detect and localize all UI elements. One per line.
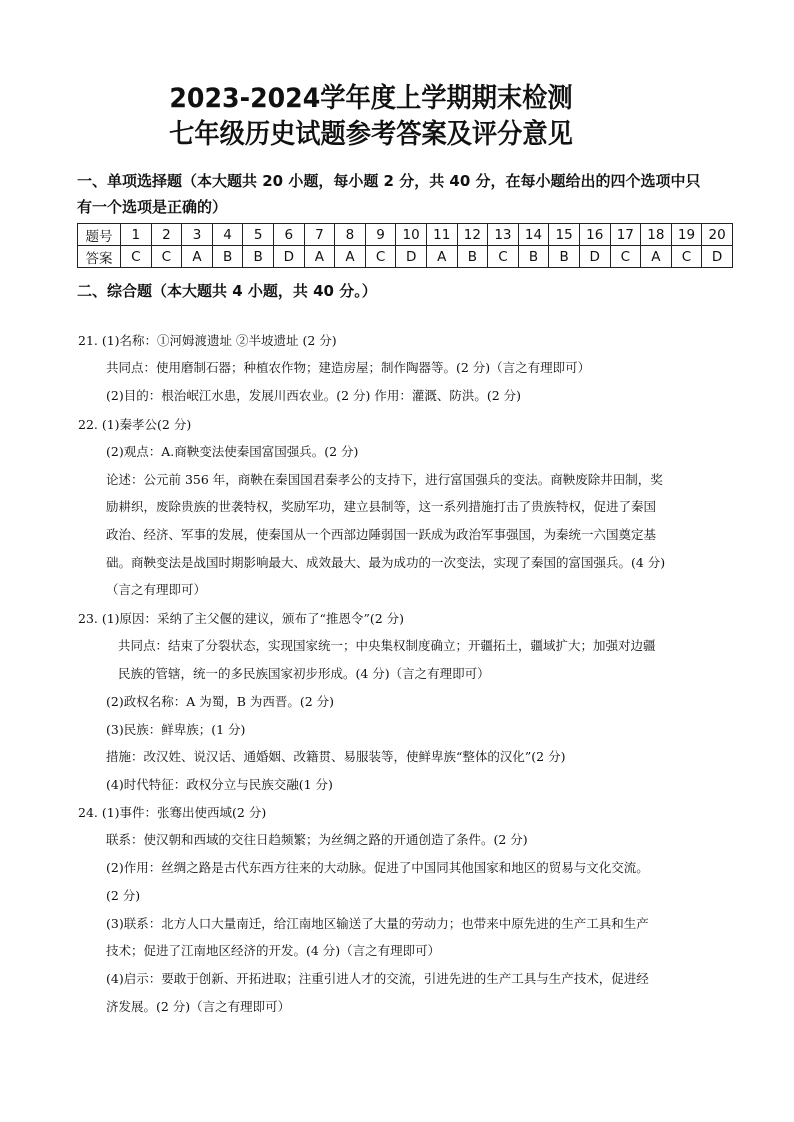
- question-number-cell: 6: [273, 224, 304, 246]
- answer-cell: C: [151, 246, 182, 268]
- number-row-label: 题号: [78, 224, 121, 246]
- q23-line-1: 23. (1)原因：采纳了主父偃的建议，颁布了“推恩令”(2 分): [78, 611, 405, 626]
- answer-cell: A: [304, 246, 335, 268]
- q22-line-5: 政治、经济、军事的发展，使秦国从一个西部边陲弱国一跃成为政治军事强国，为秦统一六国奠定基: [106, 527, 657, 542]
- q24-line-2: 联系：使汉朝和西域的交往日趋频繁；为丝绸之路的开通创造了条件。(2 分): [106, 832, 528, 847]
- q24-line-5: (3)联系：北方人口大量南迁，给江南地区输送了大量的劳动力；也带来中原先进的生产工具和生产: [106, 916, 649, 931]
- answer-cell: A: [335, 246, 366, 268]
- question-number-cell: 7: [304, 224, 335, 246]
- section1-heading-line1: 一、单项选择题（本大题共 20 小题，每小题 2 分，共 40 分，在每小题给出的四个选项中只: [77, 172, 701, 190]
- section1-heading-line2: 有一个选项是正确的）: [77, 198, 228, 216]
- q23-line-3: 民族的管辖，统一的多民族国家初步形成。(4 分)（言之有理即可）: [118, 666, 490, 681]
- question-number-cell: 15: [549, 224, 580, 246]
- q22-line-3: 论述：公元前 356 年，商鞅在秦国国君秦孝公的支持下，进行富国强兵的变法。商鞅废除井田制，奖: [106, 472, 663, 487]
- answer-table-answer-row: [78, 246, 733, 268]
- answer-table: [77, 223, 733, 268]
- answer-cell: A: [182, 246, 213, 268]
- section2-heading: 二、综合题（本大题共 4 小题，共 40 分。）: [77, 282, 377, 300]
- q24-line-6: 技术；促进了江南地区经济的开发。(4 分)（言之有理即可）: [106, 943, 441, 958]
- question-number-cell: 2: [151, 224, 182, 246]
- answer-cell: B: [243, 246, 274, 268]
- question-number-cell: 8: [335, 224, 366, 246]
- question-number-cell: 4: [212, 224, 243, 246]
- question-number-cell: 3: [182, 224, 213, 246]
- q21-line-1: 21. (1)名称：①河姆渡遗址 ②半坡遗址 (2 分): [78, 333, 337, 348]
- q22-line-4: 励耕织，废除贵族的世袭特权，奖励军功，建立县制等，这一系列措施打击了贵族特权，促进了秦国: [106, 499, 657, 514]
- page-title-line2: 七年级历史试题参考答案及评分意见: [169, 119, 573, 150]
- question-number-cell: 14: [518, 224, 549, 246]
- answer-cell: C: [610, 246, 641, 268]
- q22-line-7: （言之有理即可）: [106, 582, 207, 597]
- q22-line-2: (2)观点：A.商鞅变法使秦国富国强兵。(2 分): [106, 444, 359, 459]
- question-number-cell: 11: [426, 224, 457, 246]
- q24-line-7: (4)启示：要敢于创新、开拓进取；注重引进人才的交流，引进先进的生产工具与生产技术，促进经: [106, 971, 649, 986]
- q23-line-2: 共同点：结束了分裂状态，实现国家统一；中央集权制度确立；开疆拓土，疆域扩大；加强对边疆: [118, 638, 656, 653]
- question-number-cell: 10: [396, 224, 427, 246]
- question-number-cell: 1: [121, 224, 152, 246]
- answer-row-label: 答案: [78, 246, 121, 268]
- q24-line-8: 济发展。(2 分)（言之有理即可）: [106, 999, 291, 1014]
- answer-cell: C: [488, 246, 519, 268]
- question-number-cell: 16: [579, 224, 610, 246]
- answer-cell: B: [549, 246, 580, 268]
- question-number-cell: 20: [702, 224, 733, 246]
- question-number-cell: 5: [243, 224, 274, 246]
- answer-cell: C: [671, 246, 702, 268]
- answer-cell: A: [641, 246, 672, 268]
- q23-line-4: (2)政权名称：A 为蜀，B 为西晋。(2 分): [106, 694, 335, 709]
- q24-line-3: (2)作用：丝绸之路是古代东西方往来的大动脉。促进了中国同其他国家和地区的贸易与文化交流。: [106, 860, 649, 875]
- answer-cell: D: [396, 246, 427, 268]
- q23-line-7: (4)时代特征：政权分立与民族交融(1 分): [106, 777, 333, 792]
- question-number-cell: 17: [610, 224, 641, 246]
- question-number-cell: 9: [365, 224, 396, 246]
- page-title-line1: 2023-2024学年度上学期期末检测: [169, 83, 573, 114]
- answer-cell: A: [426, 246, 457, 268]
- answer-cell: C: [365, 246, 396, 268]
- question-number-cell: 13: [488, 224, 519, 246]
- answer-cell: D: [579, 246, 610, 268]
- q24-line-1: 24. (1)事件：张骞出使西域(2 分): [78, 805, 267, 820]
- answer-cell: D: [273, 246, 304, 268]
- q22-line-1: 22. (1)秦孝公(2 分): [78, 417, 192, 432]
- question-number-cell: 12: [457, 224, 488, 246]
- answer-cell: C: [121, 246, 152, 268]
- q21-line-3: (2)目的：根治岷江水患，发展川西农业。(2 分) 作用：灌溉、防洪。(2 分): [106, 388, 522, 403]
- answer-table-number-row: [78, 224, 733, 246]
- answer-cell: B: [457, 246, 488, 268]
- q21-line-2: 共同点：使用磨制石器；种植农作物；建造房屋；制作陶器等。(2 分)（言之有理即可）: [106, 360, 591, 375]
- answer-cell: D: [702, 246, 733, 268]
- q23-line-5: (3)民族：鲜卑族；(1 分): [106, 722, 246, 737]
- q22-line-6: 础。商鞅变法是战国时期影响最大、成效最大、最为成功的一次变法，实现了秦国的富国强兵。(4 分): [106, 555, 666, 570]
- question-number-cell: 19: [671, 224, 702, 246]
- q23-line-6: 措施：改汉姓、说汉话、通婚姻、改籍贯、易服装等，使鲜卑族“整体的汉化”(2 分): [106, 749, 566, 764]
- question-number-cell: 18: [641, 224, 672, 246]
- answer-cell: B: [212, 246, 243, 268]
- q24-line-4: (2 分): [106, 888, 141, 903]
- answer-cell: B: [518, 246, 549, 268]
